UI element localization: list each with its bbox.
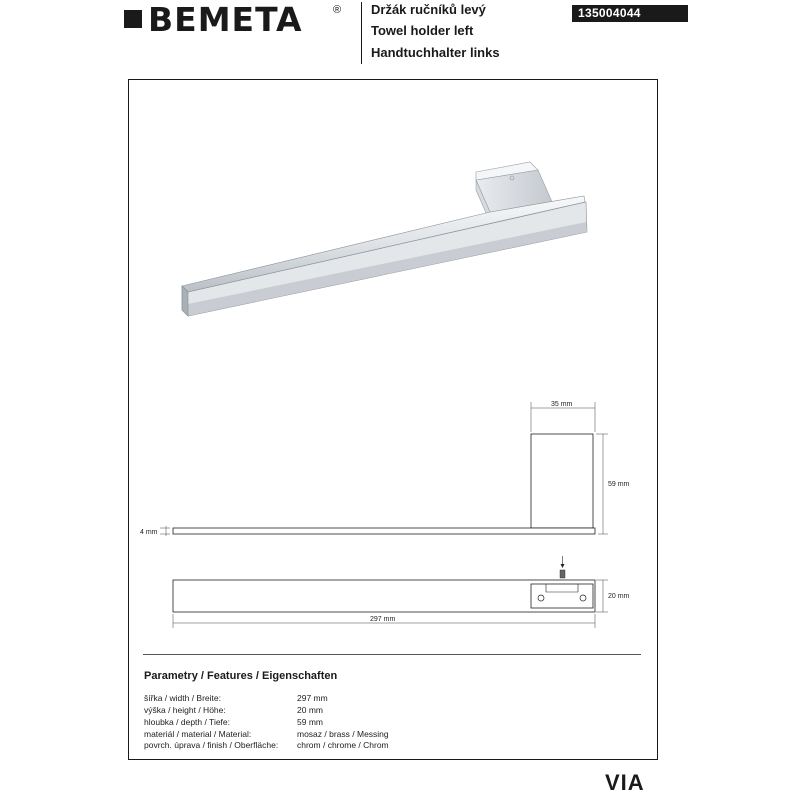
param-label-width: šířka / width / Breite: [144,693,221,703]
param-value-height: 20 mm [297,705,323,715]
title-en: Towel holder left [371,23,474,38]
title-de: Handtuchhalter links [371,45,500,60]
dim-thickness-label: 4 mm [140,529,158,536]
title-cz: Držák ručníků levý [371,2,486,17]
series-name: VIA [605,770,645,795]
set-screw [560,570,565,578]
side-view [160,402,608,536]
product-code: 135004044 [572,5,688,22]
param-value-material: mosaz / brass / Messing [297,729,389,739]
param-label-depth: hloubka / depth / Tiefe: [144,717,231,727]
towel-bar-shadow [188,222,587,316]
registered-mark: ® [333,4,342,16]
dim-depth-label: 35 mm [551,401,573,408]
brand-wordmark: BEMETA [148,0,303,39]
dim-length-label: 297 mm [370,616,396,623]
dim-width-label: 20 mm [608,593,630,600]
mounting-plate [531,584,593,608]
param-value-width: 297 mm [297,693,328,703]
param-label-finish: povrch. úprava / finish / Oberfläche: [144,740,279,750]
section-divider [143,654,641,655]
product-illustration [182,162,587,316]
param-value-depth: 59 mm [297,717,323,727]
parameters-title: Parametry / Features / Eigenschaften [144,670,338,682]
side-view-bar [173,528,595,534]
param-value-finish: chrom / chrome / Chrom [297,740,389,750]
side-view-block [531,434,593,528]
param-label-height: výška / height / Höhe: [144,705,226,715]
param-label-material: materiál / material / Material: [144,729,252,739]
dim-height-label: 59 mm [608,481,630,488]
